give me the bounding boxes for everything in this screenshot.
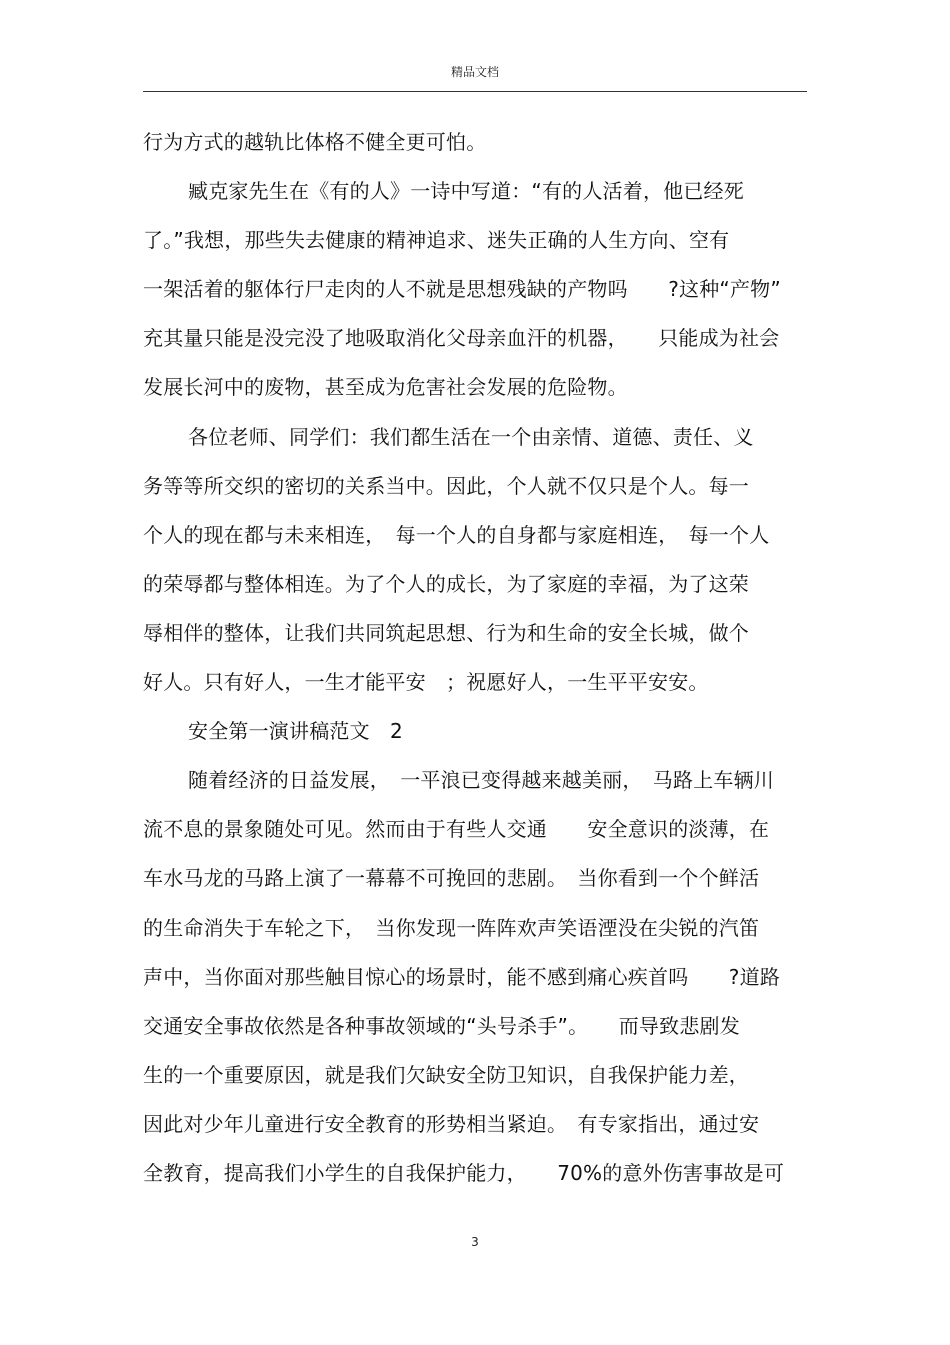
text-line: 因此对少年儿童进行安全教育的形势相当紧迫。 有专家指出，通过安 [143,1111,760,1136]
text-line: 发展长河中的废物，甚至成为危害社会发展的危险物。 [143,375,628,400]
section-heading: 安全第一演讲稿范文 2 [188,719,403,744]
header-divider [143,91,807,92]
text-line: 全教育，提高我们小学生的自我保护能力， 70%的意外伤害事故是可 [143,1160,785,1185]
text-line: 流不息的景象随处可见。然而由于有些人交通 安全意识的淡薄，在 [143,817,770,842]
text-line: 车水马龙的马路上演了一幕幕不可挽回的悲剧。 当你看到一个个鲜活 [143,866,760,891]
text-line: 臧克家先生在《有的人》一诗中写道：“有的人活着，他已经死 [188,179,744,204]
text-line: 生的一个重要原因，就是我们欠缺安全防卫知识，自我保护能力差， [143,1062,749,1087]
text-line: 好人。只有好人，一生才能平安 ；祝愿好人，一生平平安安。 [143,670,709,695]
document-body [143,118,813,1198]
text-line: 一架活着的躯体行尸走肉的人不就是思想残缺的产物吗 ?这种“产物” [143,277,781,302]
text-line: 随着经济的日益发展， 一平浪已变得越来越美丽， 马路上车辆川 [188,768,774,793]
text-line: 的荣辱都与整体相连。为了个人的成长，为了家庭的幸福，为了这荣 [143,571,749,596]
text-line: 充其量只能是没完没了地吸取消化父母亲血汗的机器， 只能成为社会 [143,326,780,351]
text-line: 了。”我想，那些失去健康的精神追求、迷失正确的人生方向、空有 [143,228,730,253]
text-line: 声中，当你面对那些触目惊心的场景时，能不感到痛心疾首吗 ?道路 [143,964,781,989]
text-line: 交通安全事故依然是各种事故领域的“头号杀手”。 而导致悲剧发 [143,1013,740,1038]
text-line: 务等等所交织的密切的关系当中。因此，个人就不仅只是个人。每一 [143,473,749,498]
text-line: 的生命消失于车轮之下， 当你发现一阵阵欢声笑语湮没在尖锐的汽笛 [143,915,760,940]
text-line: 行为方式的越轨比体格不健全更可怕。 [143,130,487,154]
text-line: 个人的现在都与未来相连， 每一个人的自身都与家庭相连， 每一个人 [143,522,770,547]
page-number: 3 [471,1235,479,1249]
page-header-title: 精品文档 [450,65,499,79]
text-line: 辱相伴的整体，让我们共同筑起思想、行为和生命的安全长城，做个 [143,620,749,645]
text-line: 各位老师、同学们：我们都生活在一个由亲情、道德、责任、义 [188,424,754,449]
